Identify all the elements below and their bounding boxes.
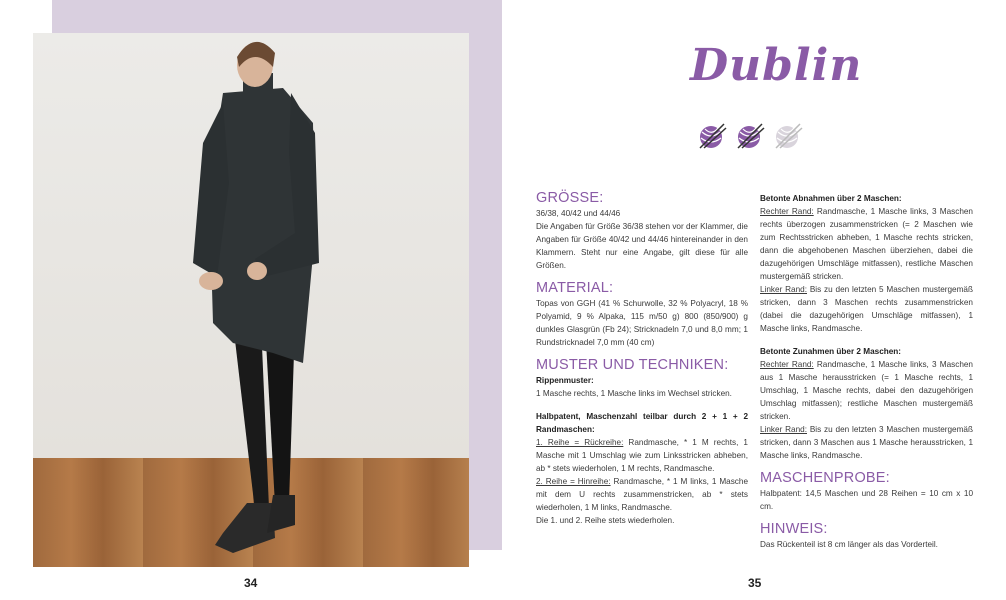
abnahmen-rechts-text: Randmasche, 1 Masche links, 3 Maschen rechts überzogen zusammenstricken (= 2 Maschen wie zum Rechtsstricken abheben, 1 Masche rechts stricken, dann die abgehobenen Maschen überziehen, dabei die dazugehörigen Umschläge mitfassen), restliche Maschen mustergemäß stricken.	[760, 207, 973, 281]
abnahmen-links-label: Linker Rand:	[760, 285, 807, 294]
yarn-ball-icon	[772, 120, 804, 152]
abnahmen-rechts-label: Rechter Rand:	[760, 207, 814, 216]
reihe-1-label: 1. Reihe = Rückreihe:	[536, 438, 624, 447]
reihe-1-text: Randmasche, * 1 M rechts, 1 Masche mit 1 Umschlag wie zum Linksstricken abheben, ab * stets wiederholen, 1 M rechts, Randmasche.	[536, 438, 748, 473]
reihe-2-label: 2. Reihe = Hinreihe:	[536, 477, 611, 486]
groesse-heading: GRÖSSE:	[536, 190, 604, 206]
abnahmen-title: Betonte Abnahmen über 2 Maschen:	[760, 194, 902, 203]
halbpatent-title: Halbpatent, Maschenzahl teilbar durch 2 + 1 + 2 Randmaschen:	[536, 412, 748, 434]
left-text-column	[536, 192, 748, 527]
model-photo	[33, 33, 469, 567]
hinweis-text: Das Rückenteil ist 8 cm länger als das Vorderteil.	[760, 540, 938, 549]
zunahmen-links-label: Linker Rand:	[760, 425, 807, 434]
maschenprobe-heading: MASCHENPROBE:	[760, 470, 890, 486]
groesse-sizes: 36/38, 40/42 und 44/46	[536, 209, 621, 218]
reihe-repeat: Die 1. und 2. Reihe stets wiederholen.	[536, 516, 675, 525]
yarn-ball-icon	[734, 120, 766, 152]
rippen-title: Rippenmuster:	[536, 376, 594, 385]
maschenprobe-text: Halbpatent: 14,5 Maschen und 28 Reihen = 10 cm x 10 cm.	[760, 489, 973, 511]
rippen-text: 1 Masche rechts, 1 Masche links im Wechsel stricken.	[536, 389, 732, 398]
reihe-2-text: Randmasche, * 1 M links, 1 Masche mit dem U rechts zusammenstricken, ab * stets wiederholen, 1 M links, Randmasche.	[536, 477, 749, 512]
reihe-1	[536, 436, 748, 475]
right-text-column	[760, 192, 973, 551]
groesse-text: Die Angaben für Größe 36/38 stehen vor der Klammer, die Angaben für Größe 40/42 und 44/46 hintereinander in den Klammern. Steht nur eine Angabe, gilt diese für alle Größen.	[536, 222, 748, 270]
page-number-left: 34	[244, 576, 258, 590]
model-figure	[33, 33, 469, 567]
yarn-ball-icon	[696, 120, 728, 152]
abnahmen-links-text: Bis zu den letzten 5 Maschen mustergemäß stricken, dann 3 Maschen rechts zusammenstricken (dabei die dazugehörigen Umschläge mitfassen), 1 Masche links, Randmasche.	[760, 285, 973, 333]
muster-heading: MUSTER UND TECHNIKEN:	[536, 357, 729, 373]
material-heading: MATERIAL:	[536, 280, 614, 296]
reihe-2	[536, 475, 748, 514]
difficulty-rating	[696, 120, 804, 152]
zunahmen-links	[760, 423, 973, 462]
zunahmen-rechts-text: Randmasche, 1 Masche links, 3 Maschen aus 1 Masche herausstricken (= 1 Masche rechts, 1 Umschlag, 1 Masche rechts, dabei den dazugehörigen Umschlag mitfassen); restliche Maschen mustergemäß stricken.	[760, 360, 973, 421]
pattern-title: Dublin	[690, 40, 863, 91]
abnahmen-rechts	[760, 205, 973, 283]
zunahmen-title: Betonte Zunahmen über 2 Maschen:	[760, 347, 902, 356]
hinweis-heading: HINWEIS:	[760, 521, 828, 537]
material-text: Topas von GGH (41 % Schurwolle, 32 % Polyacryl, 18 % Polyamid, 9 % Alpaka, 115 m/50 g) 800 (850/900) g dunkles Glasgrün (Fb 24); Stricknadeln 7,0 und 8,0 mm; 1 Rundstricknadel 7,0 mm (40 cm)	[536, 299, 748, 347]
zunahmen-links-text: Bis zu den letzten 3 Maschen mustergemäß stricken, dann 3 Maschen aus 1 Masche herausstricken, 1 Masche links, Randmasche.	[760, 425, 973, 460]
zunahmen-rechts-label: Rechter Rand:	[760, 360, 814, 369]
page-number-right: 35	[748, 576, 762, 590]
zunahmen-rechts	[760, 358, 973, 423]
abnahmen-links	[760, 283, 973, 335]
